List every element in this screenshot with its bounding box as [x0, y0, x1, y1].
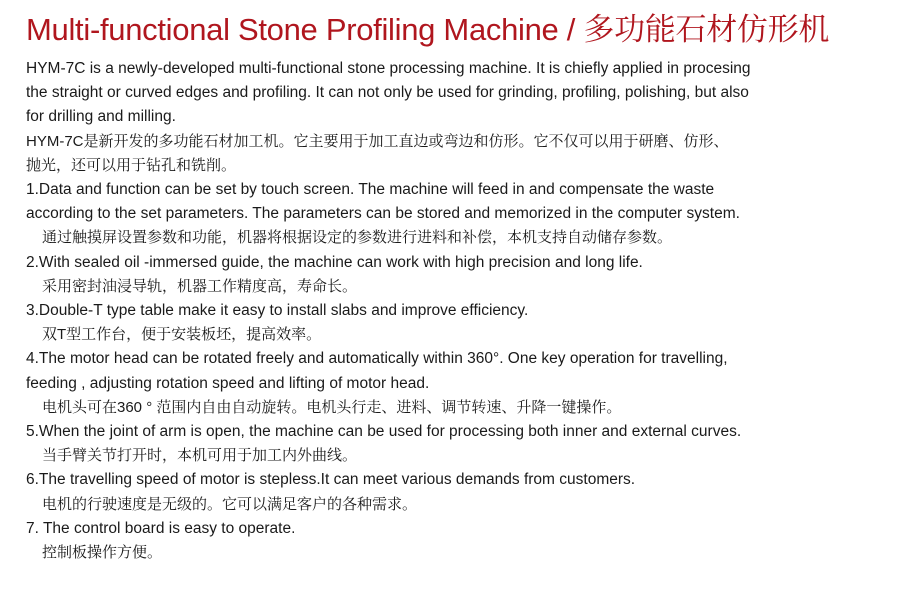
feature-item	[26, 420, 887, 468]
page-title: Multi-functional Stone Profiling Machine / 多功能石材仿形机	[26, 12, 830, 47]
feature-chinese: 通过触摸屏设置参数和功能，机器将根据设定的参数进行进料和补偿，本机支持自动储存参数。	[42, 229, 673, 247]
feature-item	[26, 468, 887, 516]
intro-english: HYM-7C is a newly-developed multi-functional stone processing machine. It is chiefly applied in procesing the straight or curved edges and profiling. It can not only be used for grinding, profiling, polishing, but also for drilling and milling.	[26, 60, 751, 126]
feature-english: 4.The motor head can be rotated freely and automatically within 360°. One key operation for travelling, feeding , adjusting rotation speed and lifting of motor head.	[26, 350, 728, 392]
feature-english: 6.The travelling speed of motor is stepless.It can meet various demands from customers.	[26, 471, 636, 489]
feature-chinese: 电机头可在360 ° 范围内自由自动旋转。电机头行走、进料、调节转速、升降一键操作。	[42, 398, 622, 416]
feature-item	[26, 251, 887, 299]
feature-english: 1.Data and function can be set by touch screen. The machine will feed in and compensate the waste according to the set parameters. The parameters can be stored and memorized in the computer system.	[26, 181, 740, 223]
feature-chinese: 电机的行驶速度是无级的。它可以满足客户的各种需求。	[42, 495, 418, 513]
feature-english: 7. The control board is easy to operate.	[26, 519, 296, 537]
feature-chinese: 采用密封油浸导轨，机器工作精度高，寿命长。	[42, 277, 358, 295]
feature-english: 5.When the joint of arm is open, the machine can be used for processing both inner and external curves.	[26, 423, 742, 441]
feature-chinese: 双T型工作台，便于安装板坯，提高效率。	[42, 326, 322, 344]
feature-item	[26, 517, 887, 565]
feature-english: 3.Double-T type table make it easy to install slabs and improve efficiency.	[26, 302, 529, 320]
feature-english: 2.With sealed oil -immersed guide, the machine can work with high precision and long life.	[26, 253, 643, 271]
feature-item	[26, 178, 887, 251]
intro-chinese: HYM-7C是新开发的多功能石材加工机。它主要用于加工直边或弯边和仿形。它不仅可以用于研磨、仿形、 抛光，还可以用于钻孔和铣削。	[26, 132, 729, 174]
feature-chinese: 控制板操作方便。	[42, 544, 163, 562]
feature-chinese: 当手臂关节打开时，本机可用于加工内外曲线。	[42, 447, 358, 465]
feature-item	[26, 299, 887, 347]
feature-item	[26, 347, 887, 420]
